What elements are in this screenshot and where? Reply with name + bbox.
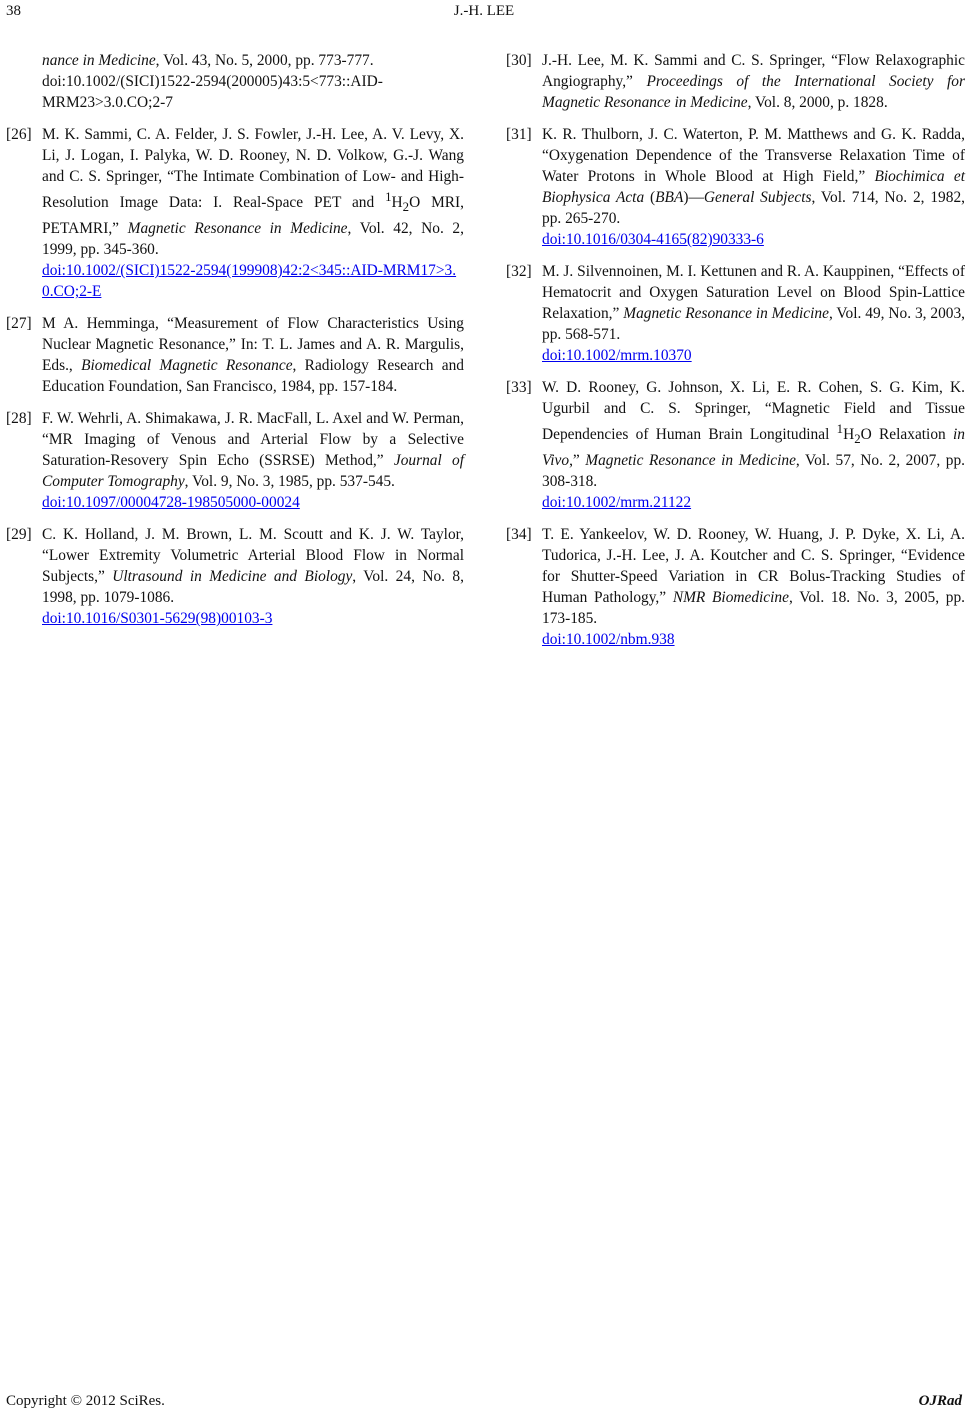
reference-text: K. R. Thulborn, J. C. Waterton, P. M. Matthews and G. K. Radda, “Oxygenation Dependence of the Transverse Relaxation Time of Water Protons in Whole Blood at High Field,” Biochimica et Biophysica Acta (BBA)—General Subjects, Vol. 714, No. 2, 1982, pp. 265-270. (542, 126, 965, 227)
copyright-notice: Copyright © 2012 SciRes. (6, 1393, 165, 1409)
reference-continuation (6, 50, 464, 113)
reference-text: M. K. Sammi, C. A. Felder, J. S. Fowler, J.-H. Lee, A. V. Levy, X. Li, J. Logan, I. Palyka, W. D. Rooney, N. D. Volkow, G.-J. Wang and C. S. Springer, “The Intimate Combination of Low- and High-Resolution Image Data: I. Real-Space PET and $^1H_2O$ MRI, PETAMRI,” Magnetic Resonance in Medicine, Vol. 42, No. 2, 1999, pp. 345-360. (42, 126, 464, 259)
reference-number: [31] (506, 126, 532, 143)
reference-number: [33] (506, 379, 532, 396)
doi-link[interactable]: doi:10.1002/(SICI)1522-2594(200005)43:5<773::AID-MRM23>3.0.CO;2-7 (42, 73, 383, 111)
reference-text: M. J. Silvennoinen, M. I. Kettunen and R. A. Kauppinen, “Effects of Hematocrit and Oxygen Saturation Level on Blood Spin-Lattice Relaxation,” Magnetic Resonance in Medicine, Vol. 49, No. 3, 2003, pp. 568-571. (542, 263, 966, 343)
page-number: 38 (6, 3, 21, 19)
reference-28 (6, 408, 464, 513)
reference-text: C. K. Holland, J. M. Brown, L. M. Scoutt and K. J. W. Taylor, “Lower Extremity Volumetric Arterial Blood Flow in Normal Subjects,” Ultrasound in Medicine and Biology, Vol. 24, No. 8, 1998, pp. 1079-1086. (42, 526, 464, 607)
doi-link[interactable]: doi:10.1016/S0301-5629(98)00103-3 (42, 610, 273, 628)
doi-link[interactable]: doi:10.1097/00004728-198505000-00024 (42, 494, 300, 512)
reference-number: [30] (506, 52, 532, 69)
reference-text: J.-H. Lee, M. K. Sammi and C. S. Springer, “Flow Relaxographic Angiography,” Proceedings of the International Society for Magnetic Resonance in Medicine, Vol. 8, 2000, p. 1828. (542, 52, 965, 111)
page-header (0, 0, 968, 24)
reference-30 (506, 50, 965, 113)
doi-link[interactable]: doi:10.1002/(SICI)1522-2594(199908)42:2<345::AID-MRM17>3.0.CO;2-E (42, 262, 457, 301)
left-column (6, 50, 464, 640)
reference-text: T. E. Yankeelov, W. D. Rooney, W. Huang, J. P. Dyke, X. Li, A. Tudorica, J.-H. Lee, J. A. Koutcher and C. S. Springer, “Evidence for Shutter-Speed Variation in CR Bolus-Tracking Studies of Human Pathology,” NMR Biomedicine, Vol. 18. No. 3, 2005, pp. 173-185. (542, 526, 965, 628)
doi-link[interactable]: doi:10.1016/0304-4165(82)90333-6 (542, 231, 764, 248)
reference-number: [34] (506, 526, 532, 544)
reference-32 (506, 261, 965, 366)
reference-27 (6, 313, 464, 397)
continuation-text: , Vol. 43, No. 5, 2000, pp. 773-777. (155, 52, 374, 69)
reference-number: [29] (6, 526, 32, 544)
reference-number: [26] (6, 126, 32, 143)
reference-number: [32] (506, 263, 532, 280)
reference-31 (506, 124, 965, 250)
page-footer (0, 1393, 968, 1413)
continuation-journal: nance in Medicine (42, 52, 156, 69)
reference-number: [28] (6, 410, 32, 428)
reference-33 (506, 377, 965, 513)
reference-34 (506, 524, 965, 650)
journal-abbreviation: OJRad (918, 1393, 962, 1409)
reference-number: [27] (6, 315, 32, 333)
doi-link[interactable]: doi:10.1002/nbm.938 (542, 631, 675, 649)
reference-29 (6, 524, 464, 629)
reference-26 (6, 124, 464, 302)
reference-text: M A. Hemminga, “Measurement of Flow Characteristics Using Nuclear Magnetic Resonance,” In: T. L. James and A. R. Margulis, Eds., Biomedical Magnetic Resonance, Radiology Research and Education Foundation, San Francisco, 1984, pp. 157-184. (42, 315, 465, 396)
doi-link[interactable]: doi:10.1002/mrm.21122 (542, 494, 692, 512)
right-column (506, 50, 965, 661)
reference-text: W. D. Rooney, G. Johnson, X. Li, E. R. Cohen, S. G. Kim, K. Ugurbil and C. S. Springer, “Magnetic Field and Tissue Dependencies of Human Brain Longitudinal $^1H_2O$ Relaxation in Vivo,” Magnetic Resonance in Medicine, Vol. 57, No. 2, 2007, pp. 308-318. (542, 379, 965, 491)
running-head: J.-H. LEE (453, 3, 515, 19)
reference-text: F. W. Wehrli, A. Shimakawa, J. R. MacFall, L. Axel and W. Perman, “MR Imaging of Venous and Arterial Flow by a Selective Saturation-Resovery Spin Echo (SSRSE) Method,” Journal of Computer Tomography, Vol. 9, No. 3, 1985, pp. 537-545. (42, 410, 464, 491)
doi-link[interactable]: doi:10.1002/mrm.10370 (542, 347, 692, 364)
